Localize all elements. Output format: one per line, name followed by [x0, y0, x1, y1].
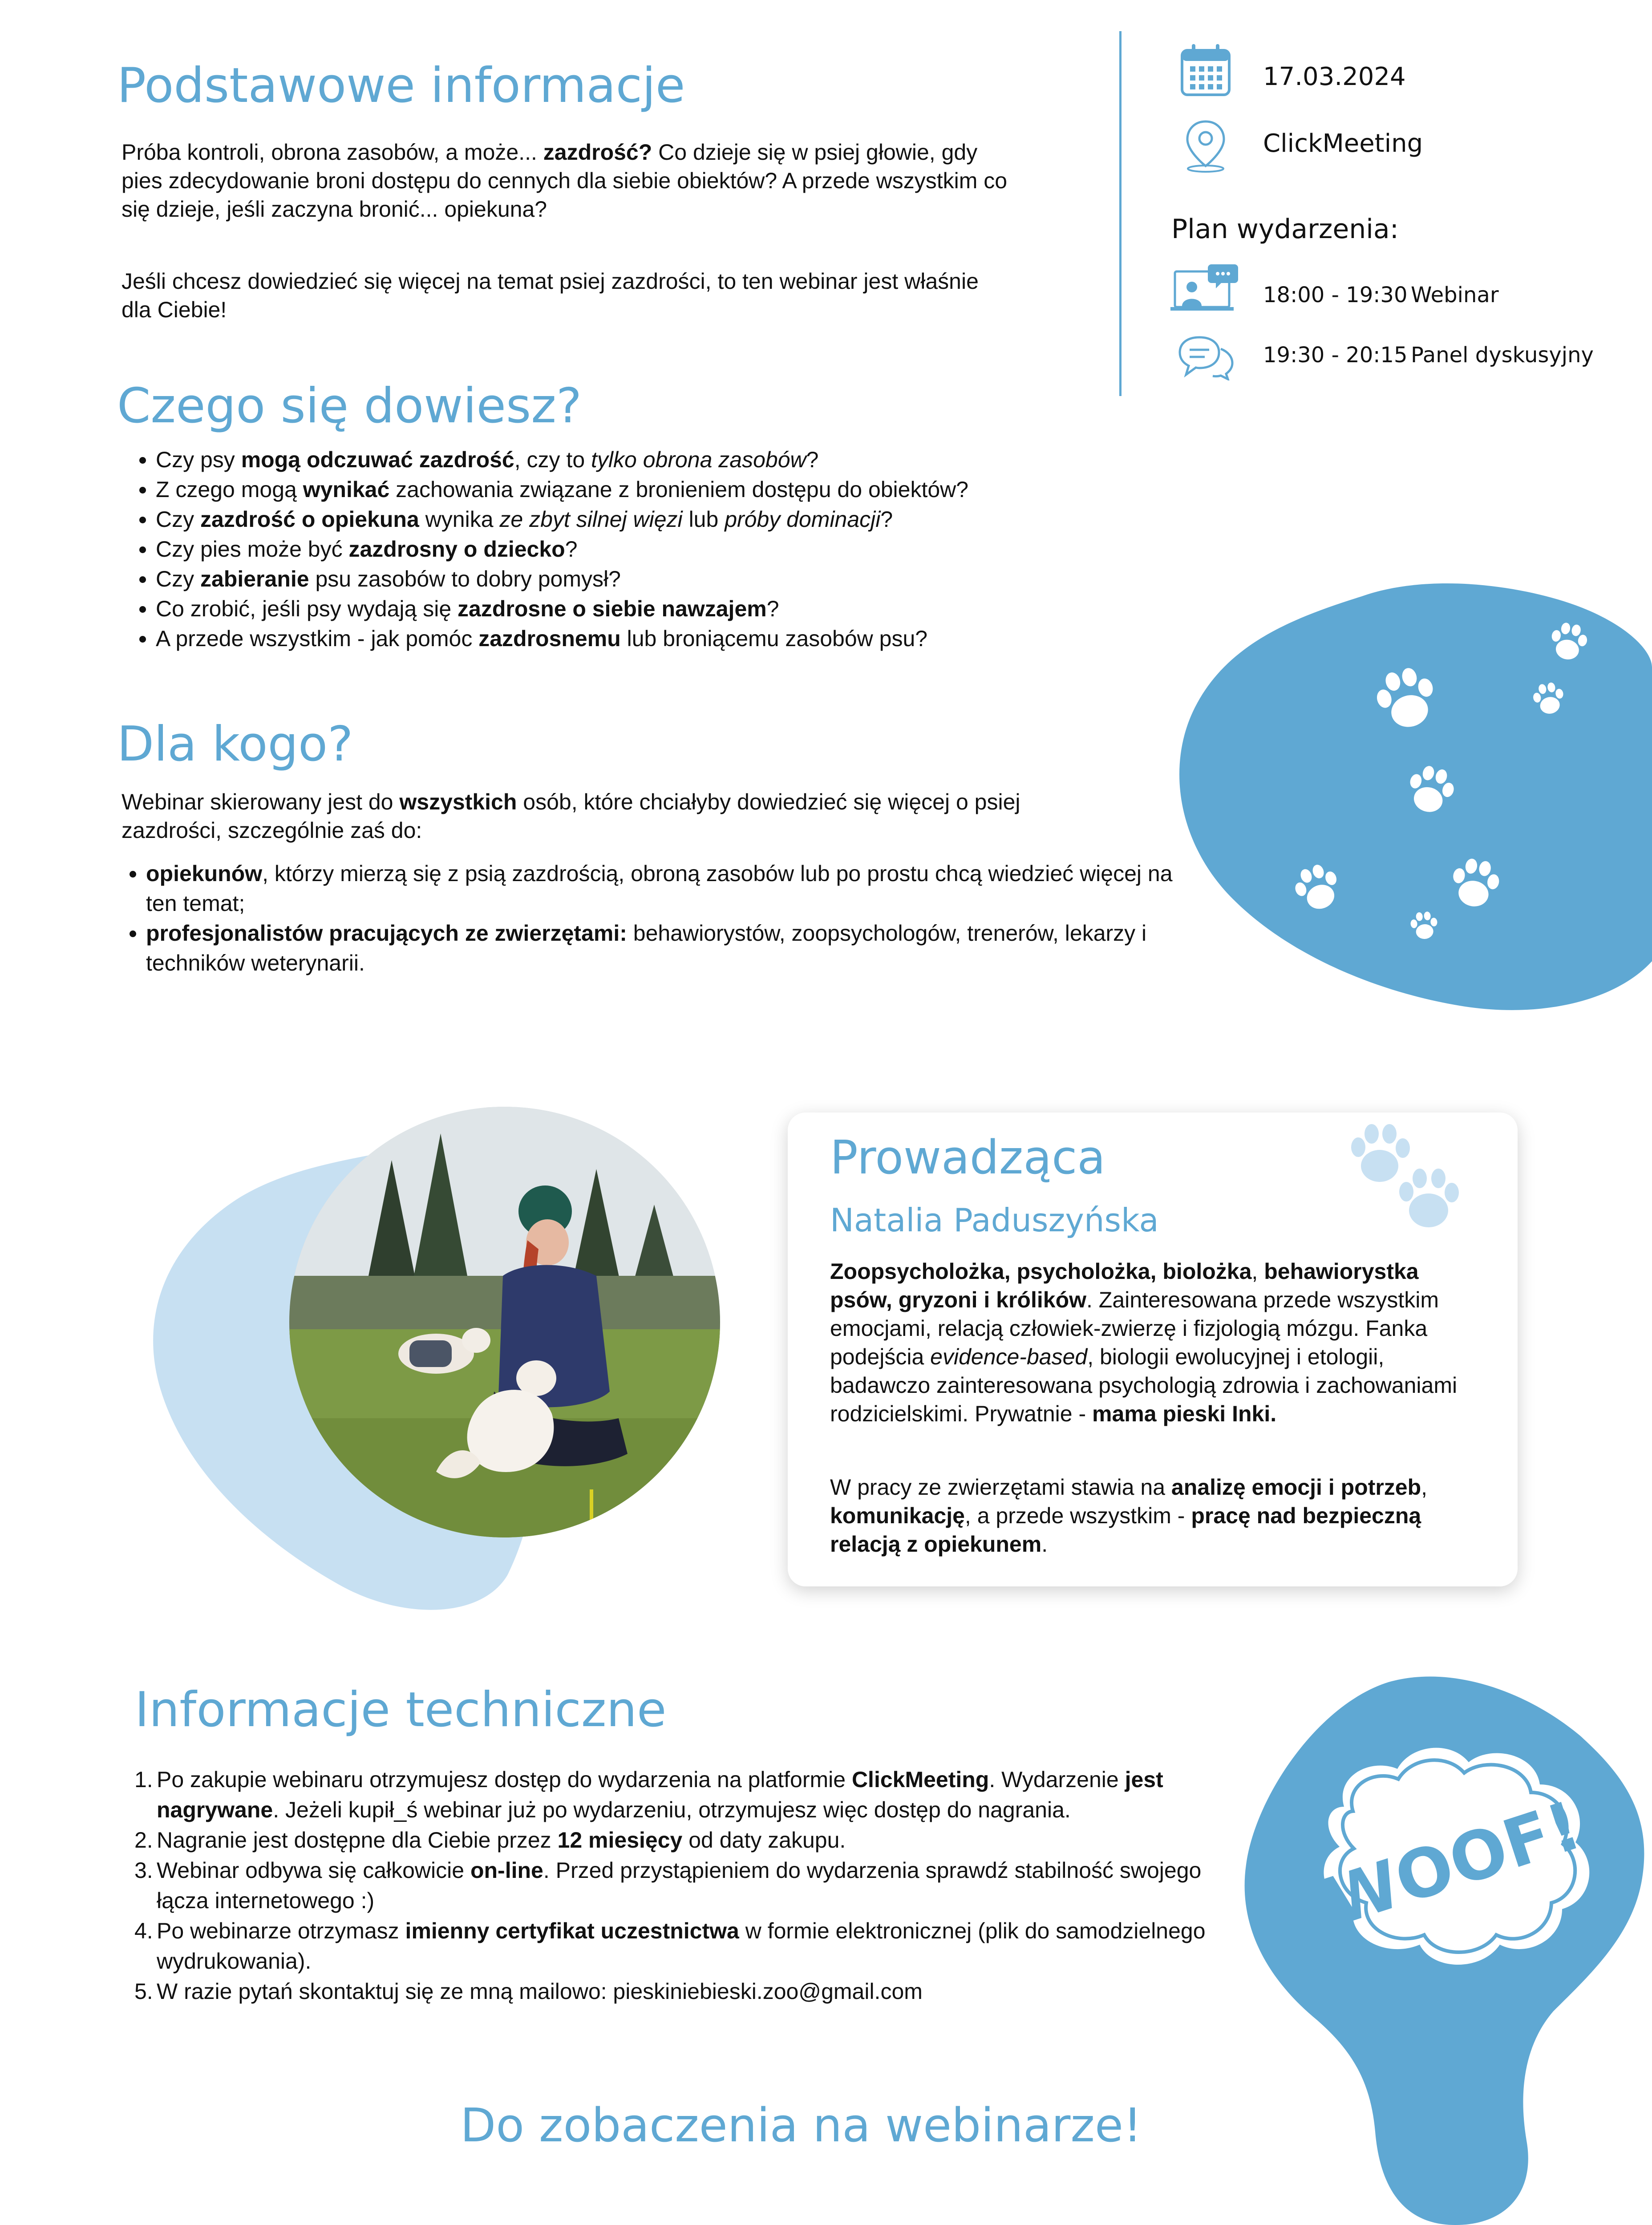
host-photo — [289, 1107, 720, 1537]
learn-item: • Czy zabieranie psu zasobów to dobry pomysł? — [156, 564, 1179, 594]
plan-title: Plan wydarzenia: — [1171, 214, 1399, 245]
audience-title: Dla kogo? — [117, 716, 353, 772]
woof-text: WOOF! — [1316, 1787, 1590, 1942]
plan-time-2: 19:30 - 20:15 — [1263, 343, 1408, 368]
plan-label-1: Webinar — [1411, 283, 1499, 307]
tech-info-title: Informacje techniczne — [135, 1682, 667, 1738]
tech-item: 1. Po zakupie webinaru otrzymujesz dostęp do wydarzenia na platformie ClickMeeting. Wydarzenie jest nagrywane. Jeżeli kupił_ś webinar już po wydarzeniu, otrzymujesz więc dostęp do nagrania. — [134, 1767, 1163, 1822]
host-bio-paragraph-2: W pracy ze zwierzętami stawia na analizę emocji i potrzeb, komunikację, a przede wszystkim - pracę nad bezpieczną relacją z opiekunem. — [830, 1475, 1428, 1557]
basic-info-title: Podstawowe informacje — [117, 58, 685, 113]
learn-title: Czego się dowiesz? — [117, 378, 582, 434]
event-platform: ClickMeeting — [1263, 129, 1423, 158]
tech-item: 5. W razie pytań skontaktuj się ze mną mailowo: pieskiniebieski.zoo@gmail.com — [134, 1979, 923, 2004]
host-card — [788, 1112, 1518, 1586]
tech-item: 2. Nagranie jest dostępne dla Ciebie przez 12 miesięcy od daty zakupu. — [134, 1828, 846, 1853]
presentation-icon — [1170, 263, 1239, 314]
tech-info-list — [134, 1764, 1211, 2007]
learn-item: • Co zrobić, jeśli psy wydają się zazdrosne o siebie nawzajem? — [156, 594, 1179, 624]
tech-item: 4. Po webinarze otrzymasz imienny certyfikat uczestnictwa w formie elektronicznej (plik do samodzielnego wydrukowania). — [134, 1918, 1206, 1974]
audience-intro: Webinar skierowany jest do wszystkich osób, które chciałyby dowiedzieć się więcej o psiej zazdrości, szczególnie zaś do: — [121, 789, 1020, 843]
calendar-icon — [1179, 42, 1232, 98]
plan-time-1: 18:00 - 19:30 — [1263, 283, 1408, 307]
basic-info-paragraph-2: Jeśli chcesz dowiedzieć się więcej na temat psiej zazdrości, to ten webinar jest właśnie dla Ciebie! — [121, 269, 979, 322]
audience-item: • profesjonalistów pracujących ze zwierzętami: behawiorystów, zoopsychologów, trenerów, lekarzy i techników weterynarii. — [146, 918, 1183, 978]
basic-info-paragraph-1: Próba kontroli, obrona zasobów, a może... zazdrość? Co dzieje się w psiej głowie, gdy pies zdecydowanie broni dostępu do cennych dla siebie obiektów? A przede wszystkim co się dzieje, jeśli zaczyna bronić... opiekuna? — [121, 140, 1008, 222]
learn-item: • Czy psy mogą odczuwać zazdrość, czy to tylko obrona zasobów? — [156, 445, 1179, 475]
audience-item: • opiekunów, którzy mierzą się z psią zazdrością, obroną zasobów lub po prostu chcą wiedzieć więcej na ten temat; — [146, 859, 1183, 918]
learn-item: • Czy pies może być zazdrosny o dziecko? — [156, 534, 1179, 564]
closing-message: Do zobaczenia na webinarze! — [460, 2098, 1142, 2152]
plan-label-2: Panel dyskusyjny — [1411, 343, 1594, 368]
host-bio-paragraph-1: Zoopsycholożka, psycholożka, biolożka, behawiorystka psów, gryzoni i królików. Zainteresowana przede wszystkim emocjami, relacją człowiek-zwierzę i fizjologią mózgu. Fanka podejścia evidence-based, biologii ewolucyjnej i etologii, badawczo zainteresowana psychologią zdrowia i zachowaniami rodzicielskimi. Prywatnie - mama pieski Inki. — [830, 1259, 1458, 1426]
learn-list — [120, 445, 1179, 654]
learn-item: • Z czego mogą wynikać zachowania związane z bronieniem dostępu do obiektów? — [156, 475, 1179, 505]
tech-item: 3. Webinar odbywa się całkowicie on-line. Przed przystąpieniem do wydarzenia sprawdź stabilność swojego łącza internetowego :) — [134, 1858, 1202, 1913]
event-date: 17.03.2024 — [1263, 62, 1406, 91]
vertical-divider — [1119, 31, 1122, 396]
location-pin-icon — [1179, 118, 1232, 174]
learn-item: • Czy zazdrość o opiekuna wynika ze zbyt silnej więzi lub próby dominacji? — [156, 505, 1179, 534]
learn-item: • A przede wszystkim - jak pomóc zazdrosnemu lub broniącemu zasobów psu? — [156, 624, 1179, 654]
paw-prints-watermark-icon — [1335, 1112, 1469, 1237]
audience-list — [111, 859, 1183, 978]
chat-bubbles-icon — [1177, 334, 1235, 380]
paw-blob-decoration — [1175, 578, 1652, 1015]
host-section-title: Prowadząca — [830, 1130, 1106, 1185]
host-name: Natalia Paduszyńska — [830, 1202, 1159, 1239]
